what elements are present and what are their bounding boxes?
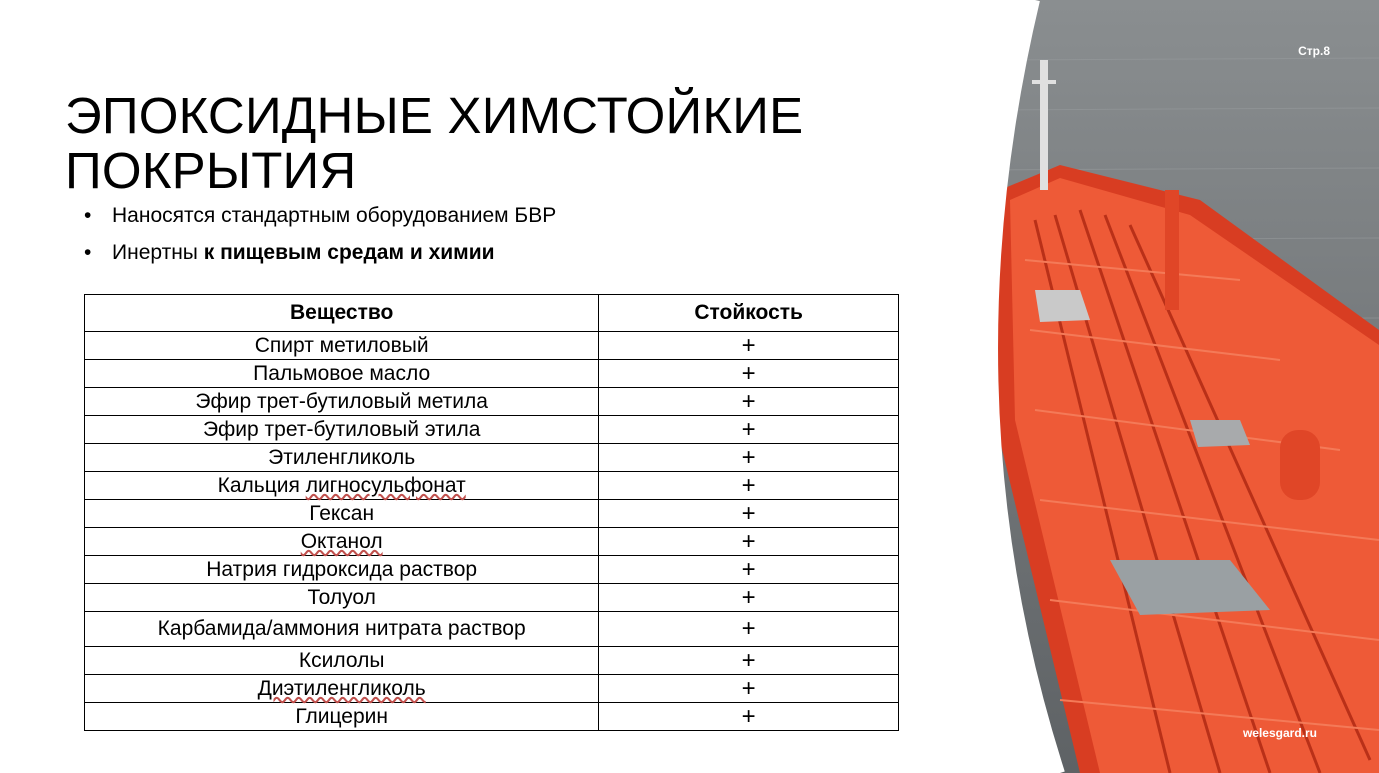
title-line-2: ПОКРЫТИЯ bbox=[65, 142, 357, 199]
table-row: Этиленгликоль + bbox=[85, 444, 899, 472]
tanker-illustration bbox=[940, 0, 1379, 773]
table-row: Октанол + bbox=[85, 528, 899, 556]
table-row: Гексан + bbox=[85, 500, 899, 528]
bullet-list bbox=[84, 200, 556, 274]
bullet-item: • Инертны к пищевым средам и химии bbox=[84, 237, 556, 274]
table-header-row bbox=[85, 295, 899, 332]
slide-title bbox=[65, 88, 925, 198]
table-row: Спирт метиловый + bbox=[85, 332, 899, 360]
title-line-1: ЭПОКСИДНЫЕ ХИМСТОЙКИЕ bbox=[65, 87, 804, 144]
tanker-ship-photo bbox=[940, 0, 1379, 773]
page-number: Стр.8 bbox=[1298, 44, 1330, 58]
table-row: Эфир трет-бутиловый этила + bbox=[85, 416, 899, 444]
watermark: welesgard.ru bbox=[1242, 726, 1317, 740]
table-row: Диэтиленгликоль + bbox=[85, 675, 899, 703]
table-row: Натрия гидроксида раствор + bbox=[85, 556, 899, 584]
substance-resistance-table bbox=[84, 294, 899, 731]
table-row: Пальмовое масло + bbox=[85, 360, 899, 388]
table-row: Кальция лигносульфонат + bbox=[85, 472, 899, 500]
table-row: Глицерин + bbox=[85, 703, 899, 731]
column-header-substance: Вещество bbox=[85, 295, 599, 332]
table-row: Толуол + bbox=[85, 584, 899, 612]
table-row: Ксилолы + bbox=[85, 647, 899, 675]
table-row: Эфир трет-бутиловый метила + bbox=[85, 388, 899, 416]
column-header-resistance: Стойкость bbox=[599, 295, 899, 332]
bullet-item: • Наносятся стандартным оборудованием БВР bbox=[84, 200, 556, 237]
table-row: Карбамида/аммония нитрата раствор + bbox=[85, 612, 899, 647]
